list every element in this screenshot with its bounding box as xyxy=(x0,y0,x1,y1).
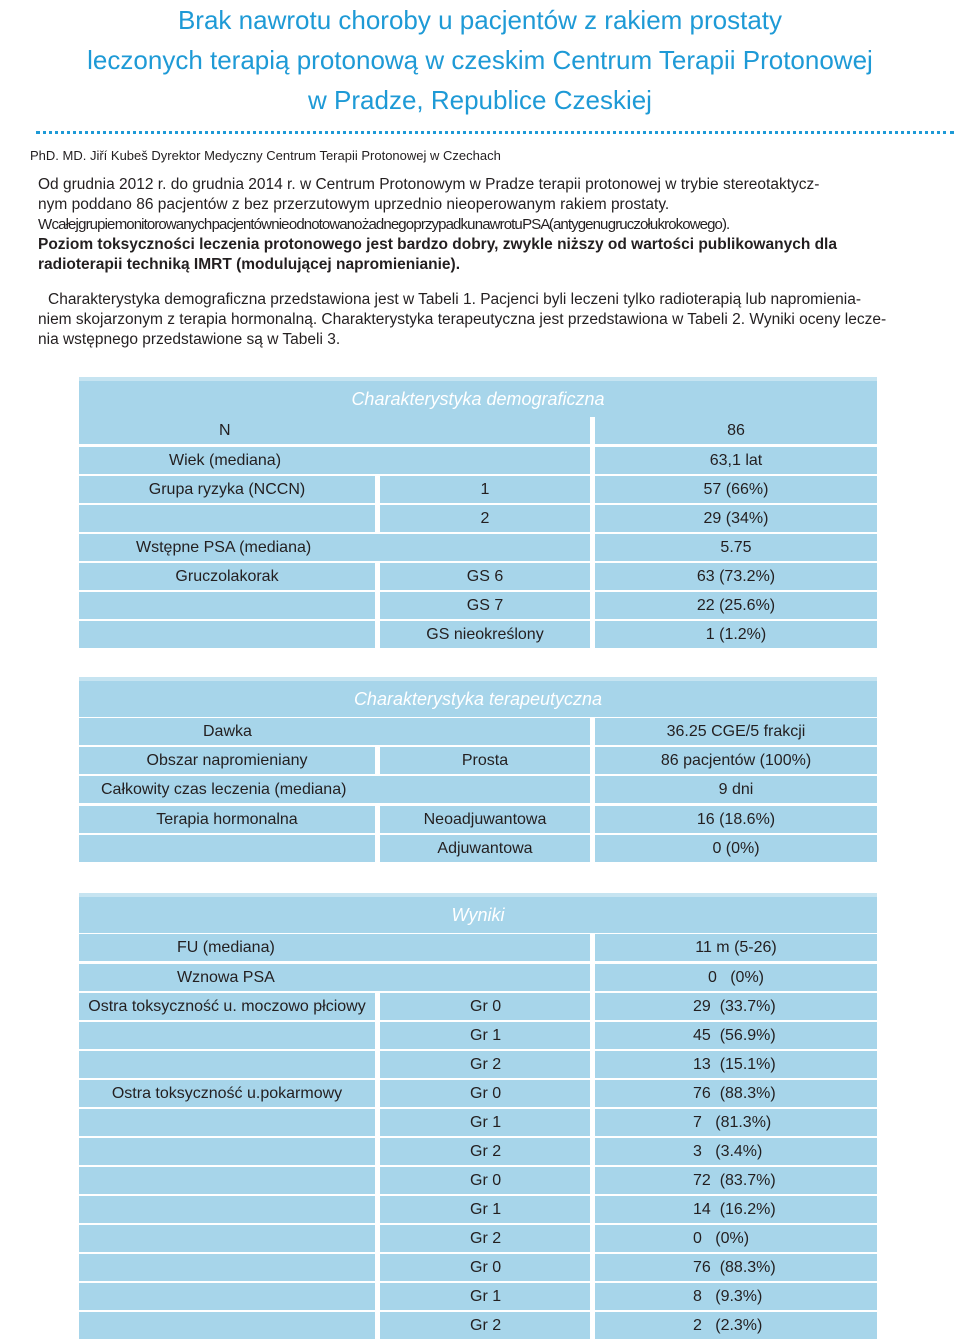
gs6-value: 63 (73.2%) xyxy=(595,563,877,590)
table-row xyxy=(79,747,877,774)
gs7-value: 22 (25.6%) xyxy=(595,592,877,619)
intro-bold-line-2: radioterapii techniką IMRT (modulującej napromienianie). xyxy=(38,256,461,273)
table-row xyxy=(79,1196,877,1223)
gs7-label: GS 7 xyxy=(380,592,590,619)
empty-cell xyxy=(79,1196,375,1223)
table-row xyxy=(79,934,877,961)
table-row xyxy=(79,534,877,561)
grade-label: Gr 1 xyxy=(380,1109,590,1136)
dotted-divider xyxy=(36,131,954,134)
demographics-table-header: Charakterystyka demograficzna xyxy=(79,377,877,417)
grade-label: Gr 1 xyxy=(380,1283,590,1310)
empty-cell xyxy=(79,1254,375,1281)
risk-label: Grupa ryzyka (NCCN) xyxy=(79,476,375,503)
table-row xyxy=(79,417,877,444)
area-value: 86 pacjentów (100%) xyxy=(595,747,877,774)
gs6-label: GS 6 xyxy=(380,563,590,590)
risk-group-2: 2 xyxy=(380,505,590,532)
gi-toxicity-label: Ostra toksyczność u.pokarmowy xyxy=(79,1080,375,1107)
dose-label: Dawka xyxy=(79,718,590,745)
table-row xyxy=(79,1225,877,1252)
grade-label: Gr 0 xyxy=(380,1254,590,1281)
grade-label: Gr 2 xyxy=(380,1138,590,1165)
table-row xyxy=(79,776,877,803)
therapy-table xyxy=(79,677,877,865)
table-row xyxy=(79,1051,877,1078)
grade-value: 0 (0%) xyxy=(595,1225,877,1252)
neo-value: 16 (18.6%) xyxy=(595,806,877,833)
table-row xyxy=(79,1283,877,1310)
grade-label: Gr 2 xyxy=(380,1225,590,1252)
area-label: Obszar napromieniany xyxy=(79,747,375,774)
page-title xyxy=(0,0,960,120)
area-sub: Prosta xyxy=(380,747,590,774)
table-row xyxy=(79,806,877,833)
summary-paragraph xyxy=(38,290,924,350)
n-value: 86 xyxy=(595,417,877,444)
table-row xyxy=(79,447,877,474)
empty-cell xyxy=(79,1312,375,1339)
grade-value: 2 (2.3%) xyxy=(595,1312,877,1339)
psa-value: 5.75 xyxy=(595,534,877,561)
grade-value: 29 (33.7%) xyxy=(595,993,877,1020)
psa-label: Wstępne PSA (mediana) xyxy=(79,534,590,561)
fu-value: 11 m (5-26) xyxy=(595,934,877,961)
table-row xyxy=(79,1022,877,1049)
table-row xyxy=(79,592,877,619)
risk-group-1: 1 xyxy=(380,476,590,503)
intro-date-range: Od grudnia 2012 r. do grudnia 2014 r. xyxy=(38,176,296,193)
table-row xyxy=(79,1109,877,1136)
adj-label: Adjuwantowa xyxy=(380,835,590,862)
table-row xyxy=(79,1080,877,1107)
empty-cell xyxy=(79,621,375,648)
gsx-label: GS nieokreślony xyxy=(380,621,590,648)
table-row xyxy=(79,964,877,991)
grade-label: Gr 0 xyxy=(380,1167,590,1194)
empty-cell xyxy=(79,1225,375,1252)
author-line: PhD. MD. Jiří Kubeš Dyrektor Medyczny Centrum Terapii Protonowej w Czechach xyxy=(30,148,501,163)
risk-group-2-value: 29 (34%) xyxy=(595,505,877,532)
empty-cell xyxy=(79,505,375,532)
table-row xyxy=(79,476,877,503)
hormone-label: Terapia hormonalna xyxy=(79,806,375,833)
grade-value: 72 (83.7%) xyxy=(595,1167,877,1194)
empty-cell xyxy=(79,1051,375,1078)
psa-relapse-label: Wznowa PSA xyxy=(79,964,590,991)
grade-label: Gr 1 xyxy=(380,1022,590,1049)
gu-toxicity-label: Ostra toksyczność u. moczowo płciowy xyxy=(79,993,375,1020)
time-value: 9 dni xyxy=(595,776,877,803)
therapy-table-header: Charakterystyka terapeutyczna xyxy=(79,677,877,717)
summary-line-2: niem skojarzonym z terapia hormonalną. Charakterystyka terapeutyczna jest przedstawiona w Tabeli 2. Wyniki oceny lecze- xyxy=(38,311,887,328)
results-table-header: Wyniki xyxy=(79,893,877,933)
table-row xyxy=(79,1312,877,1339)
grade-label: Gr 0 xyxy=(380,993,590,1020)
fu-label: FU (mediana) xyxy=(79,934,590,961)
grade-label: Gr 1 xyxy=(380,1196,590,1223)
empty-cell xyxy=(79,1167,375,1194)
empty-cell xyxy=(79,1109,375,1136)
table-row xyxy=(79,563,877,590)
table-row xyxy=(79,1138,877,1165)
table-row xyxy=(79,621,877,648)
intro-paragraph xyxy=(38,175,924,275)
gsx-value: 1 (1.2%) xyxy=(595,621,877,648)
empty-cell xyxy=(79,592,375,619)
grade-value: 14 (16.2%) xyxy=(595,1196,877,1223)
grade-label: Gr 0 xyxy=(380,1080,590,1107)
age-value: 63,1 lat xyxy=(595,447,877,474)
table-row xyxy=(79,835,877,862)
grade-label: Gr 2 xyxy=(380,1051,590,1078)
title-line-1: Brak nawrotu choroby u pacjentów z rakiem prostaty xyxy=(177,5,783,35)
table-row xyxy=(79,1167,877,1194)
intro-line-2: nym poddano 86 pacjentów z bez przerzutowym uprzednio nieoperowanym rakiem prostaty. xyxy=(38,196,670,213)
time-label: Całkowity czas leczenia (mediana) xyxy=(79,776,590,803)
table-row xyxy=(79,993,877,1020)
summary-line-3: nia wstępnego przedstawione są w Tabeli 3. xyxy=(38,331,341,348)
age-label: Wiek (mediana) xyxy=(79,447,590,474)
adj-value: 0 (0%) xyxy=(595,835,877,862)
grade-value: 3 (3.4%) xyxy=(595,1138,877,1165)
empty-cell xyxy=(79,1283,375,1310)
neo-label: Neoadjuwantowa xyxy=(380,806,590,833)
n-label: N xyxy=(79,417,590,444)
summary-line-1: Charakterystyka demograficzna przedstawiona jest w Tabeli 1. Pacjenci byli leczeni tylko radioterapią lub napromienia- xyxy=(48,291,862,308)
table-row xyxy=(79,1254,877,1281)
risk-group-1-value: 57 (66%) xyxy=(595,476,877,503)
intro-line-3: W całej grupie monitorowanych pacjentów nie odnotowano żadnego przypadku nawrotu PSA (antygenu gruczołu krokowego). xyxy=(38,216,730,233)
table-row xyxy=(79,505,877,532)
empty-cell xyxy=(79,1138,375,1165)
grade-value: 13 (15.1%) xyxy=(595,1051,877,1078)
grade-value: 7 (81.3%) xyxy=(595,1109,877,1136)
grade-label: Gr 2 xyxy=(380,1312,590,1339)
empty-cell xyxy=(79,835,375,862)
grade-value: 8 (9.3%) xyxy=(595,1283,877,1310)
dose-value: 36.25 CGE/5 frakcji xyxy=(595,718,877,745)
grade-value: 45 (56.9%) xyxy=(595,1022,877,1049)
title-line-3: w Pradze, Republice Czeskiej xyxy=(308,85,652,115)
grade-value: 76 (88.3%) xyxy=(595,1254,877,1281)
table-row xyxy=(79,718,877,745)
title-line-2: leczonych terapią protonową w czeskim Centrum Terapii Protonowej xyxy=(87,45,873,75)
intro-bold-line-1: Poziom toksyczności leczenia protonowego jest bardzo dobry, zwykle niższy od wartości publikowanych dla xyxy=(38,236,837,253)
adeno-label: Gruczolakorak xyxy=(79,563,375,590)
grade-value: 76 (88.3%) xyxy=(595,1080,877,1107)
intro-line-1: w Centrum Protonowym w Pradze terapii protonowej w trybie stereotaktycz- xyxy=(295,176,820,193)
demographics-table xyxy=(79,377,877,647)
psa-relapse-value: 0 (0%) xyxy=(595,964,877,991)
results-table xyxy=(79,893,877,1343)
empty-cell xyxy=(79,1022,375,1049)
